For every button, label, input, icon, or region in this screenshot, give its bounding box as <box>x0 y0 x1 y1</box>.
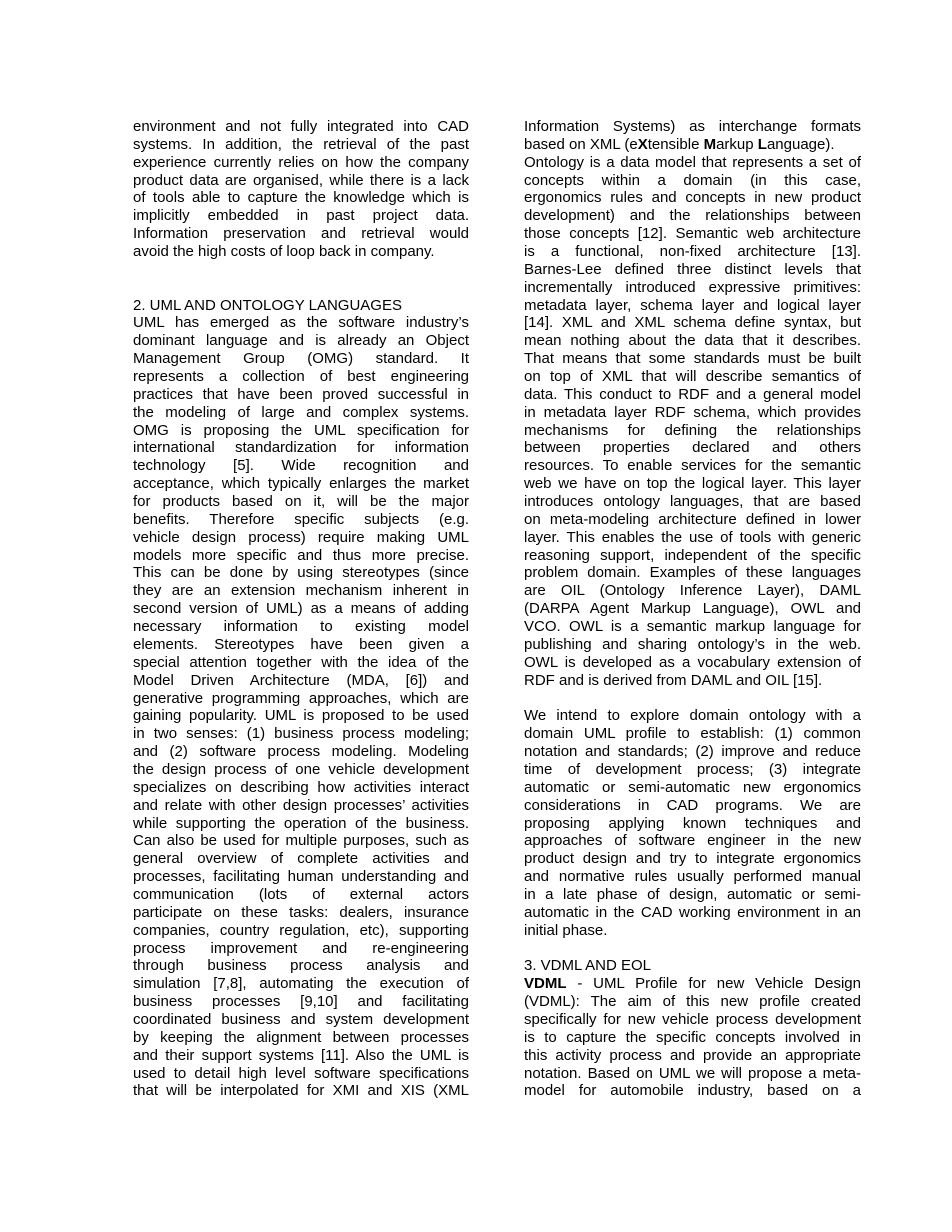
text-line: are OIL (Ontology Inference Layer), DAML <box>524 582 861 600</box>
text-line: is to capture the specific concepts involved in <box>524 1028 861 1046</box>
text-line: those concepts [12]. Semantic web architecture <box>524 225 861 243</box>
text-line: notation and standards; (2) improve and reduce <box>524 743 861 761</box>
text-line: That means that some standards must be built <box>524 350 861 368</box>
text-line: specializes on describing how activities interact <box>133 778 469 796</box>
text-line: dominant language and is already an Object <box>133 332 469 350</box>
text-line: systems. In addition, the retrieval of the past <box>133 135 469 153</box>
text-line: layer. This enables the use of tools with generic <box>524 528 861 546</box>
text-line: is a functional, non-fixed architecture [13]. <box>524 243 861 261</box>
text-line: notation. Based on UML we will propose a meta- <box>524 1064 861 1082</box>
text-line: by keeping the alignment between processes <box>133 1028 469 1046</box>
text-line: time of development process; (3) integrate <box>524 760 861 778</box>
text-line: Information preservation and retrieval would <box>133 225 469 243</box>
text-line: mechanisms for defining the relationships <box>524 421 861 439</box>
text-line: communication (lots of external actors <box>133 885 469 903</box>
text-line: in a late phase of design, automatic or semi- <box>524 885 861 903</box>
text-segment: based on XML (e <box>524 135 638 153</box>
text-line: approaches of software engineer in the new <box>524 832 861 850</box>
text-line: This can be done by using stereotypes (since <box>133 564 469 582</box>
paragraph-spacer <box>524 690 861 708</box>
paragraph <box>524 118 861 154</box>
text-line: coordinated business and system development <box>133 1010 469 1028</box>
text-segment: tensible <box>647 135 704 153</box>
text-line: between properties declared and others <box>524 439 861 457</box>
text-line: product design and try to integrate ergonomics <box>524 850 861 868</box>
text-line: and (2) software process modeling. Modeling <box>133 743 469 761</box>
paragraph <box>133 314 469 1100</box>
text-line: this activity process and provide an appropriate <box>524 1046 861 1064</box>
text-line: incrementally introduced expressive primitives: <box>524 278 861 296</box>
text-line: product data are organised, while there is a lack <box>133 171 469 189</box>
text-line: concepts within a domain (in this case, <box>524 171 861 189</box>
text-line: data. This conduct to RDF and a general model <box>524 385 861 403</box>
text-line: simulation [7,8], automating the execution of <box>133 975 469 993</box>
text-line: development) and the relationships between <box>524 207 861 225</box>
text-line: resources. To enable services for the semantic <box>524 457 861 475</box>
text-line: automatic in the CAD working environment in an <box>524 903 861 921</box>
text-line: necessary information to existing model <box>133 618 469 636</box>
text-line: automatic or semi-automatic new ergonomics <box>524 778 861 796</box>
text-line: UML has emerged as the software industry’s <box>133 314 469 332</box>
text-line: elements. Stereotypes have been given a <box>133 635 469 653</box>
text-line: ergonomics rules and concepts in new product <box>524 189 861 207</box>
text-line: environment and not fully integrated into CAD <box>133 118 469 135</box>
text-line: proposing applying known techniques and <box>524 814 861 832</box>
text-line: Ontology is a data model that represents a set of <box>524 153 861 171</box>
text-line: gaining popularity. UML is proposed to be used <box>133 707 469 725</box>
text-line: domain UML profile to establish: (1) common <box>524 725 861 743</box>
text-line: and relate with other design processes’ activities <box>133 796 469 814</box>
text-line: avoid the high costs of loop back in company. <box>133 243 435 261</box>
text-line: second version of UML) as a means of adding <box>133 600 469 618</box>
text-line: We intend to explore domain ontology with a <box>524 707 861 725</box>
text-line: initial phase. <box>524 921 608 939</box>
bold-text: L <box>757 135 767 153</box>
left-column <box>133 118 469 1100</box>
text-line: the design process of one vehicle development <box>133 760 469 778</box>
text-line: Can also be used for multiple purposes, such as <box>133 832 469 850</box>
text-line: participate on these tasks: dealers, insurance <box>133 903 469 921</box>
text-line: technology [5]. Wide recognition and <box>133 457 469 475</box>
text-line: (VDML): The aim of this new profile created <box>524 993 861 1011</box>
text-line: benefits. Therefore specific subjects (e.g. <box>133 510 469 528</box>
section-heading <box>133 297 469 315</box>
text-line: Model Driven Architecture (MDA, [6]) and <box>133 671 469 689</box>
text-line <box>524 136 861 154</box>
text-line: Management Group (OMG) standard. It <box>133 350 469 368</box>
text-line: model for automobile industry, based on a <box>524 1082 861 1100</box>
text-line: VCO. OWL is a semantic markup language for <box>524 618 861 636</box>
text-line: on meta-modeling architecture defined in lower <box>524 510 861 528</box>
text-line: process improvement and re-engineering <box>133 939 469 957</box>
paragraph-spacer <box>133 261 469 279</box>
right-column <box>524 118 861 1100</box>
text-line: RDF and is derived from DAML and OIL [15]. <box>524 671 823 689</box>
section-heading <box>524 957 861 975</box>
paragraph-spacer <box>524 940 861 958</box>
text-line: problem domain. Examples of these languages <box>524 564 861 582</box>
bold-text: VDML <box>524 975 567 993</box>
text-segment: - UML Profile for new Vehicle Design <box>566 975 861 993</box>
text-line: introduces ontology languages, that are based <box>524 493 861 511</box>
text-line: they are an extension mechanism inherent in <box>133 582 469 600</box>
text-line: business processes [9,10] and facilitating <box>133 993 469 1011</box>
paragraph <box>524 975 861 1100</box>
text-line: special attention together with the idea of the <box>133 653 469 671</box>
text-line: publishing and sharing ontology’s in the web. <box>524 635 861 653</box>
text-line: considerations in CAD programs. We are <box>524 796 861 814</box>
text-line: processes, facilitating human understanding and <box>133 868 469 886</box>
text-line: and their support systems [11]. Also the UML is <box>133 1046 469 1064</box>
text-segment: anguage). <box>766 135 835 153</box>
text-line: represents a collection of best engineering <box>133 368 469 386</box>
text-line: specifically for new vehicle process development <box>524 1010 861 1028</box>
text-line: mean nothing about the data that it describes. <box>524 332 861 350</box>
text-line: international standardization for information <box>133 439 469 457</box>
text-line: general overview of complete activities and <box>133 850 469 868</box>
text-line: vehicle design process) require making UML <box>133 528 469 546</box>
text-line: experience currently relies on how the company <box>133 153 469 171</box>
text-line: practices that have been proved successful in <box>133 385 469 403</box>
text-line: Information Systems) as interchange formats <box>524 118 861 135</box>
bold-text: X <box>637 135 648 153</box>
text-line: models more specific and thus more precise. <box>133 546 469 564</box>
text-line <box>524 975 861 993</box>
text-line: implicitly embedded in past project data. <box>133 207 469 225</box>
text-line: and normative rules usually performed manual <box>524 868 861 886</box>
text-line: in metadata layer RDF schema, which provides <box>524 403 861 421</box>
paragraph <box>133 118 469 261</box>
text-line: used to detail high level software specifications <box>133 1064 469 1082</box>
text-segment: arkup <box>716 135 758 153</box>
text-line: web we have on top the logical layer. This layer <box>524 475 861 493</box>
text-line: reasoning support, independent of the specific <box>524 546 861 564</box>
text-line: the modeling of large and complex systems. <box>133 403 469 421</box>
text-line: companies, country regulation, etc), supporting <box>133 921 469 939</box>
text-line: 2. UML AND ONTOLOGY LANGUAGES <box>133 296 402 314</box>
text-line: [14]. XML and XML schema define syntax, but <box>524 314 861 332</box>
bold-text: M <box>703 135 717 153</box>
text-line: through business process analysis and <box>133 957 469 975</box>
text-line: for products based on it, will be the major <box>133 493 469 511</box>
text-line: (DARPA Agent Markup Language), OWL and <box>524 600 861 618</box>
text-line: acceptance, which typically enlarges the market <box>133 475 469 493</box>
text-line: while supporting the operation of the business. <box>133 814 469 832</box>
text-line: Barnes-Lee defined three distinct levels that <box>524 260 861 278</box>
text-line: on top of XML that will describe semantics of <box>524 368 861 386</box>
paragraph <box>524 154 861 690</box>
text-line: generative programming approaches, which are <box>133 689 469 707</box>
text-line: in two senses: (1) business process modeling; <box>133 725 469 743</box>
text-line: of tools able to capture the knowledge which is <box>133 189 469 207</box>
text-line: OWL is developed as a vocabulary extension of <box>524 653 861 671</box>
paragraph-spacer <box>133 279 469 297</box>
text-line: metadata layer, schema layer and logical layer <box>524 296 861 314</box>
text-line: 3. VDML AND EOL <box>524 957 651 975</box>
text-line: that will be interpolated for XMI and XIS (XML <box>133 1082 469 1100</box>
text-line: OMG is proposing the UML specification for <box>133 421 469 439</box>
paragraph <box>524 707 861 939</box>
